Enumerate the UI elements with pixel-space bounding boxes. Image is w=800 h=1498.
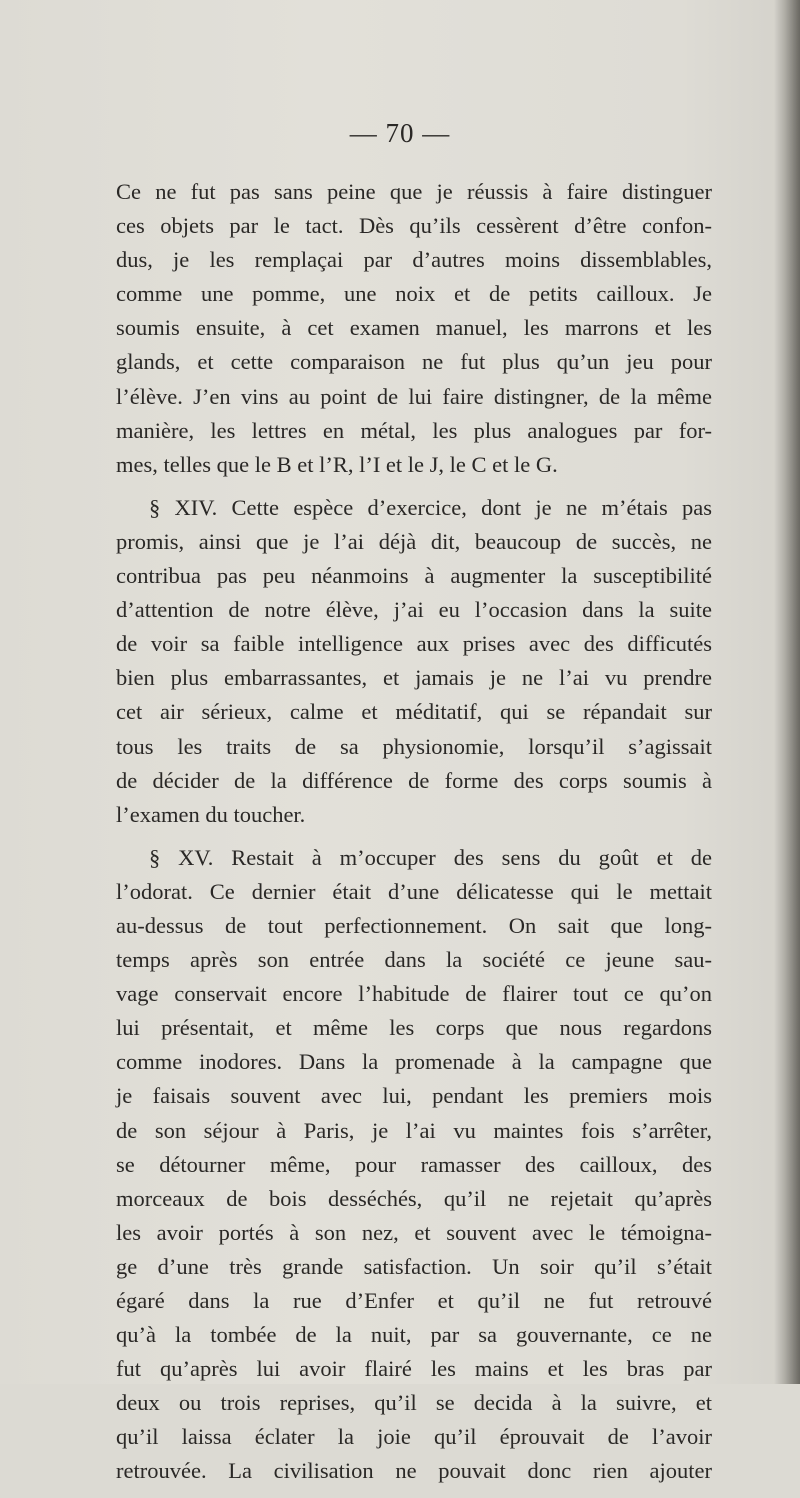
text-line: l’examen du toucher.: [116, 801, 306, 827]
text-line: deux ou trois reprises, qu’il se decida à la suivre, et: [116, 1390, 712, 1416]
text-line: tous les traits de sa physionomie, lorsqu’il s’agissait: [116, 733, 712, 759]
text-line: l’élève. J’en vins au point de lui faire distingner, de la même: [116, 383, 712, 409]
text-line: qu’il laissa éclater la joie qu’il éprouvait de l’avoir: [116, 1424, 712, 1450]
text-line: vage conservait encore l’habitude de flairer tout ce qu’on: [116, 981, 712, 1007]
text-line: de décider de la différence de forme des corps soumis à: [116, 767, 712, 793]
text-line: bien plus embarrassantes, et jamais je ne l’ai vu prendre: [116, 665, 712, 691]
text-line: Ce ne fut pas sans peine que je réussis à faire distinguer: [116, 179, 712, 204]
text-line: les avoir portés à son nez, et souvent avec le témoigna-: [116, 1219, 712, 1245]
text-line: dus, je les remplaçai par d’autres moins dissemblables,: [116, 247, 712, 273]
text-line: fut qu’après lui avoir flairé les mains et les bras par: [116, 1356, 712, 1382]
text-line: cet air sérieux, calme et méditatif, qui se répandait sur: [116, 699, 712, 725]
text-line: comme inodores. Dans la promenade à la campagne que: [116, 1049, 712, 1075]
page-number: — 70 —: [349, 118, 451, 148]
text-line: de son séjour à Paris, je l’ai vu maintes fois s’arrêter,: [116, 1117, 712, 1143]
page-edge-shadow: [774, 0, 800, 1384]
text-line: promis, ainsi que je l’ai déjà dit, beaucoup de succès, ne: [116, 528, 712, 554]
text-line: temps après son entrée dans la société ce jeune sau-: [116, 947, 712, 973]
text-line: lui présentait, et même les corps que nous regardons: [116, 1015, 712, 1041]
text-line: se détourner même, pour ramasser des cailloux, des: [116, 1151, 712, 1177]
text-line: l’odorat. Ce dernier était d’une délicatesse qui le mettait: [116, 878, 712, 904]
text-line: qu’à la tombée de la nuit, par sa gouvernante, ce ne: [116, 1322, 712, 1348]
text-line: retrouvée. La civilisation ne pouvait donc rien ajouter: [116, 1458, 712, 1484]
text-line: § XIV. Cette espèce d’exercice, dont je ne m’étais pas: [149, 494, 712, 520]
text-line: comme une pomme, une noix et de petits cailloux. Je: [116, 281, 712, 307]
text-line: de voir sa faible intelligence aux prises avec des difficutés: [116, 631, 712, 657]
text-line: je faisais souvent avec lui, pendant les premiers mois: [116, 1083, 712, 1109]
text-line: contribua pas peu néanmoins à augmenter la susceptibilité: [116, 563, 712, 589]
text-line: morceaux de bois desséchés, qu’il ne rejetait qu’après: [116, 1185, 712, 1211]
text-line: au-dessus de tout perfectionnement. On sait que long-: [116, 912, 712, 938]
text-line: mes, telles que le B et l’R, l’I et le J, le C et le G.: [116, 451, 558, 477]
paragraph-3: [116, 841, 712, 1489]
text-line: soumis ensuite, à cet examen manuel, les marrons et les: [116, 315, 712, 341]
paragraph-2: [116, 491, 712, 832]
paragraph-1: [116, 175, 712, 482]
text-line: ge d’une très grande satisfaction. Un soir qu’il s’était: [116, 1253, 712, 1279]
text-line: ces objets par le tact. Dès qu’ils cessèrent d’être confon-: [116, 213, 712, 239]
text-line: égaré dans la rue d’Enfer et qu’il ne fut retrouvé: [116, 1288, 712, 1313]
text-line: glands, et cette comparaison ne fut plus qu’un jeu pour: [116, 349, 712, 375]
text-line: d’attention de notre élève, j’ai eu l’occasion dans la suite: [116, 597, 712, 623]
text-line: § XV. Restait à m’occuper des sens du goût et de: [149, 844, 712, 870]
body-text: [116, 175, 712, 1498]
text-line: manière, les lettres en métal, les plus analogues par for-: [116, 417, 712, 443]
